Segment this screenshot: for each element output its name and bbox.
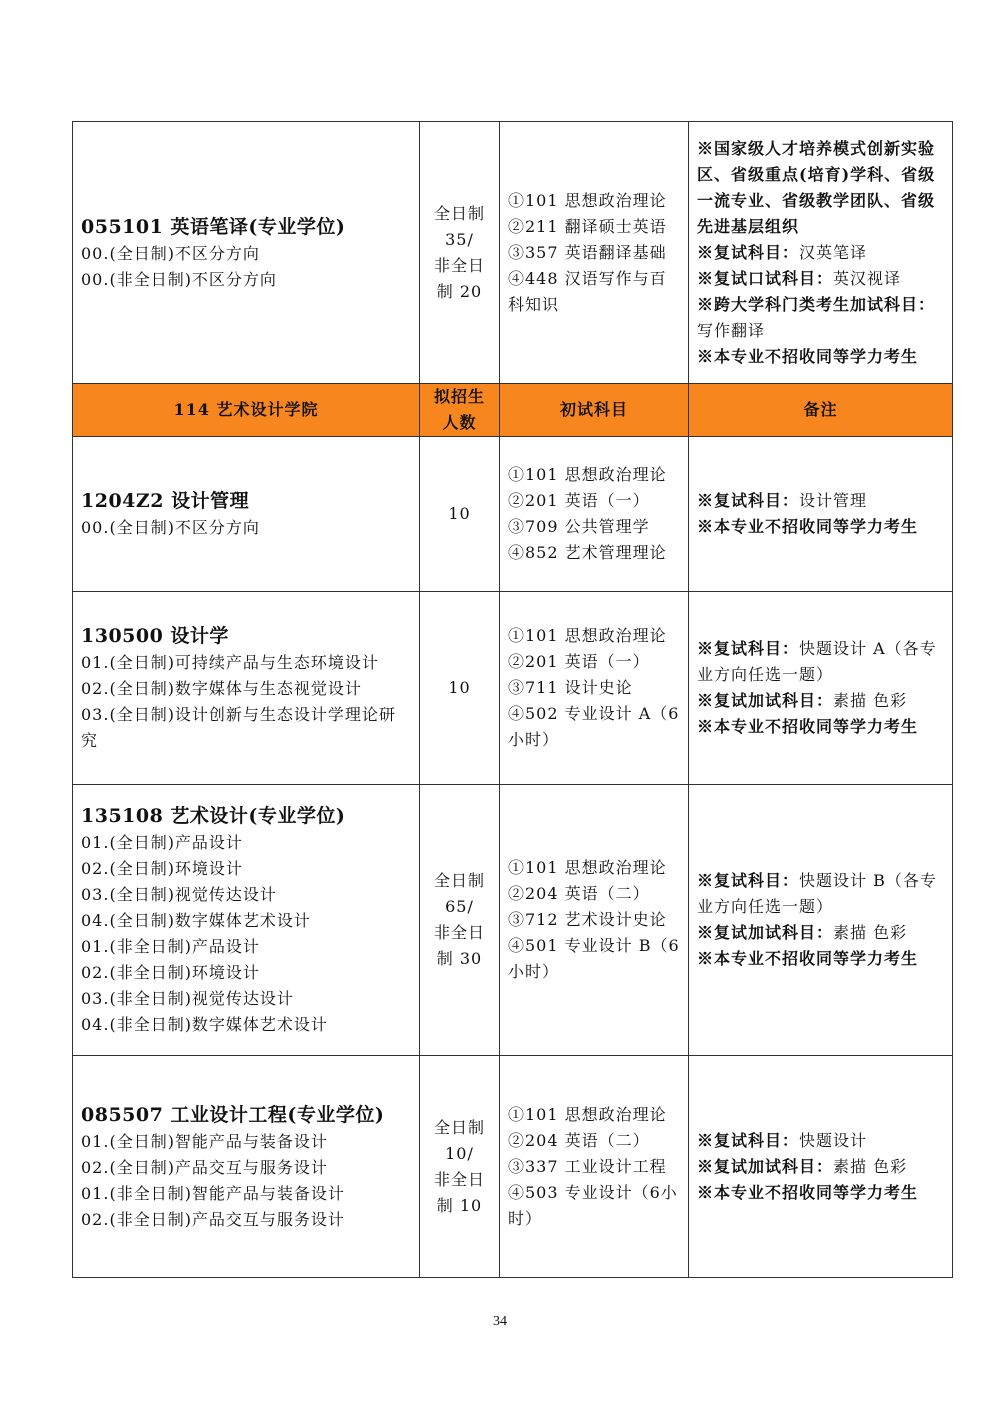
note-value: 快题设计 [799,1130,868,1150]
exam-cell [500,1056,689,1278]
major-title: 1204Z2 设计管理 [81,490,250,512]
note-value: 设计管理 [799,491,868,510]
notes-cell [689,785,953,1056]
major-cell [73,1056,420,1278]
exam-item: ①101 思想政治理论 [508,626,667,645]
exam-item: ②201 英语（一） [508,491,650,510]
major-title: 085507 工业设计工程(专业学位) [81,1103,385,1126]
enrollment-line: 制 30 [436,949,483,968]
table-row [73,1056,953,1278]
exam-item: ③357 英语翻译基础 [508,242,667,262]
enrollment-line: 制 10 [436,1195,483,1215]
notes-cell [689,122,953,384]
header-exams: 初试科目 [500,384,689,437]
exam-cell [500,437,689,592]
direction-item: 00.(非全日制)不区分方向 [81,269,277,289]
enrollment-line: 全日制 [433,203,485,223]
note-item [697,1154,944,1180]
direction-item: 02.(非全日制)产品交互与服务设计 [81,1209,345,1229]
note-value: 快题设计 A（各专业方向任选一题） [697,639,937,684]
note-label: ※复试科目： [697,871,800,890]
note-item [697,636,944,688]
note-item [697,292,944,344]
note-label: ※复试口试科目： [697,268,834,288]
note-item [697,1128,944,1154]
direction-item: 02.(全日制)环境设计 [81,859,243,878]
table-row [73,592,953,785]
note-value: 英汉视译 [833,268,902,288]
note-item [697,920,944,946]
direction-item: 03.(非全日制)视觉传达设计 [81,989,294,1008]
notes-cell [689,1056,953,1278]
exam-item: ②211 翻译硕士英语 [508,216,667,236]
exam-item: ②201 英语（一） [508,652,650,671]
enrollment-cell [420,122,500,384]
note-item [697,514,944,540]
enrollment-line: 非全日 [433,923,485,942]
direction-item: 04.(非全日制)数字媒体艺术设计 [81,1015,328,1034]
direction-item: 02.(非全日制)环境设计 [81,963,260,982]
college-header-row [73,384,953,437]
direction-item: 00.(全日制)不区分方向 [81,518,260,537]
major-title: 055101 英语笔译(专业学位) [81,215,346,238]
note-value: 快题设计 B（各专业方向任选一题） [697,871,937,916]
note-label: ※本专业不招收同等学力考生 [697,1182,919,1202]
note-item [697,714,944,740]
note-item [697,1180,944,1206]
note-value: 素描 色彩 [833,1156,908,1176]
note-item [697,946,944,972]
enrollment-line: 35/ [445,229,474,249]
direction-item: 01.(全日制)产品设计 [81,833,243,852]
direction-item: 00.(全日制)不区分方向 [81,243,260,263]
major-cell [73,122,420,384]
exam-item: ①101 思想政治理论 [508,190,667,210]
table-row [73,437,953,592]
exam-item: ③709 公共管理学 [508,517,650,536]
exam-item: ①101 思想政治理论 [508,858,667,877]
note-label: ※本专业不招收同等学力考生 [697,949,919,968]
header-notes: 备注 [689,384,953,437]
exam-cell [500,122,689,384]
table-row [73,122,953,384]
exam-item: ③711 设计史论 [508,678,633,697]
note-label: ※复试科目： [697,1130,800,1150]
note-label: ※复试加试科目： [697,691,834,710]
exam-cell [500,592,689,785]
enrollment-line: 全日制 [433,871,485,890]
note-item [697,240,944,266]
note-item [697,868,944,920]
admissions-table [72,121,953,1278]
major-title: 135108 艺术设计(专业学位) [81,805,346,827]
direction-item: 01.(非全日制)产品设计 [81,937,260,956]
exam-item: ③712 艺术设计史论 [508,910,667,929]
enrollment-line: 10 [448,504,471,523]
note-label: ※跨大学科门类考生加试科目： [697,294,936,314]
major-cell [73,437,420,592]
exam-item: ④502 专业设计 A（6小时） [508,704,680,749]
note-item [697,266,944,292]
direction-item: 01.(非全日制)智能产品与装备设计 [81,1183,345,1203]
note-item [697,688,944,714]
note-item [697,136,944,240]
note-value: 写作翻译 [697,320,766,340]
exam-item: ④852 艺术管理理论 [508,543,667,562]
enrollment-line: 制 20 [436,281,483,301]
enrollment-cell [420,437,500,592]
enrollment-cell [420,1056,500,1278]
exam-cell [500,785,689,1056]
direction-item: 03.(全日制)视觉传达设计 [81,885,277,904]
note-value: 素描 色彩 [833,691,908,710]
major-title: 130500 设计学 [81,625,229,647]
note-value: 素描 色彩 [833,923,908,942]
note-label: ※本专业不招收同等学力考生 [697,346,919,366]
major-cell [73,592,420,785]
note-label: ※国家级人才培养模式创新实验区、省级重点(培育)学科、省级一流专业、省级教学团队、省级先进基层组织 [697,138,936,236]
note-value: 汉英笔译 [799,242,868,262]
college-name: 114 艺术设计学院 [73,384,420,437]
enrollment-cell [420,592,500,785]
note-label: ※复试科目： [697,491,800,510]
notes-cell [689,437,953,592]
notes-cell [689,592,953,785]
major-cell [73,785,420,1056]
exam-item: ④448 汉语写作与百科知识 [508,268,667,314]
note-item [697,344,944,370]
note-label: ※本专业不招收同等学力考生 [697,517,919,536]
enrollment-line: 10/ [445,1143,474,1163]
direction-item: 02.(全日制)产品交互与服务设计 [81,1157,328,1177]
page-number: 34 [493,1314,507,1329]
header-enrollment: 拟招生人数 [420,384,500,437]
note-label: ※复试加试科目： [697,923,834,942]
exam-item: ②204 英语（二） [508,1130,650,1150]
direction-item: 01.(全日制)智能产品与装备设计 [81,1131,328,1151]
enrollment-cell [420,785,500,1056]
exam-item: ②204 英语（二） [508,884,650,903]
direction-item: 01.(全日制)可持续产品与生态环境设计 [81,653,379,672]
exam-item: ④501 专业设计 B（6小时） [508,936,680,981]
direction-item: 02.(全日制)数字媒体与生态视觉设计 [81,679,362,698]
exam-item: ①101 思想政治理论 [508,1104,667,1124]
enrollment-line: 非全日 [433,1169,485,1189]
note-label: ※复试加试科目： [697,1156,834,1176]
exam-item: ①101 思想政治理论 [508,465,667,484]
exam-item: ③337 工业设计工程 [508,1156,667,1176]
enrollment-line: 非全日 [433,255,485,275]
note-label: ※复试科目： [697,242,800,262]
note-label: ※本专业不招收同等学力考生 [697,717,919,736]
direction-item: 03.(全日制)设计创新与生态设计学理论研究 [81,705,396,750]
enrollment-line: 10 [448,678,471,697]
direction-item: 04.(全日制)数字媒体艺术设计 [81,911,311,930]
enrollment-line: 65/ [445,897,474,916]
note-label: ※复试科目： [697,639,800,658]
note-item [697,488,944,514]
table-row [73,785,953,1056]
exam-item: ④503 专业设计（6小时） [508,1182,678,1228]
enrollment-line: 全日制 [433,1117,485,1137]
